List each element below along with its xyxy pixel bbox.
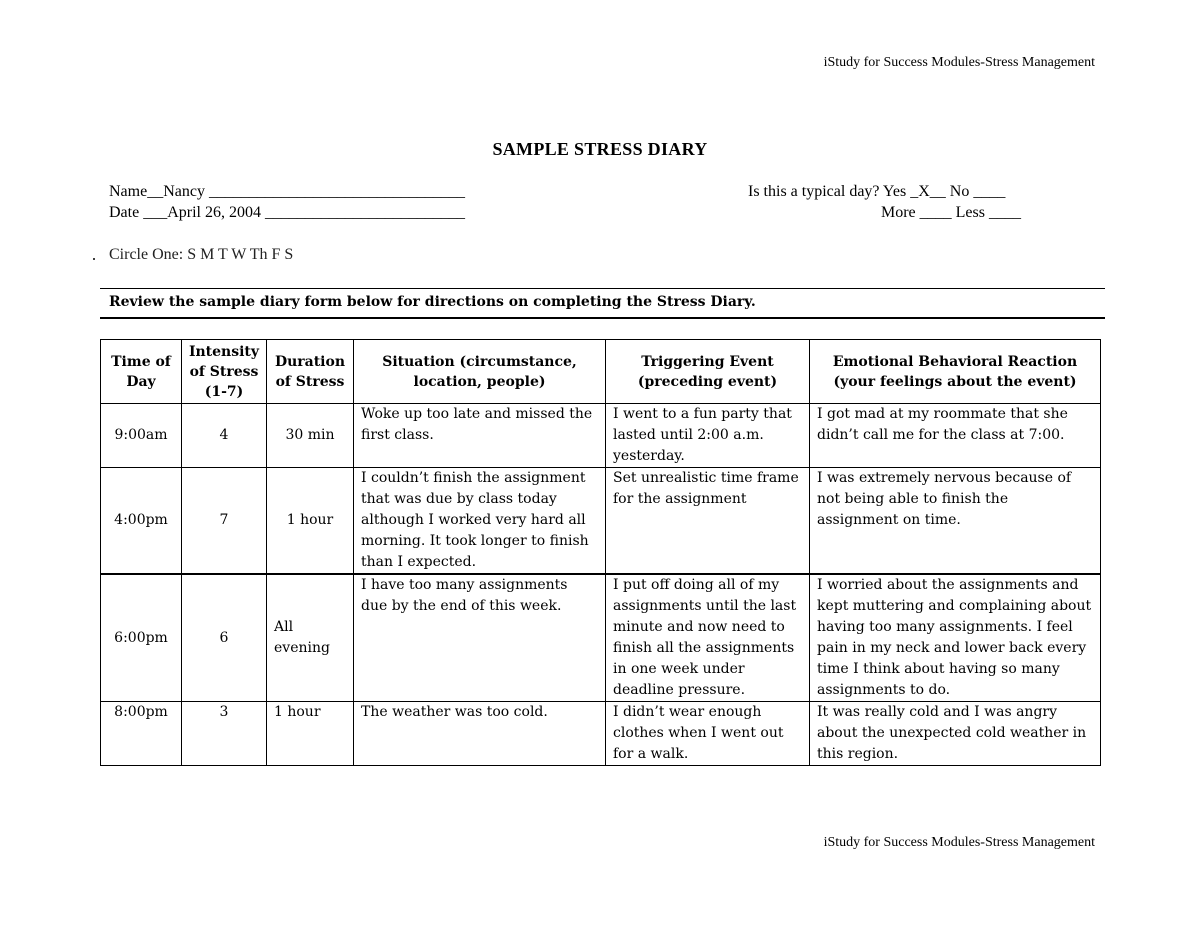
cell-duration: All evening bbox=[267, 574, 354, 702]
header-intensity: Intensity of Stress (1-7) bbox=[182, 340, 267, 404]
cell-situation: I have too many assignments due by the end of this week. bbox=[354, 574, 606, 702]
cell-situation: Woke up too late and missed the first class. bbox=[354, 404, 606, 468]
divider-top bbox=[100, 288, 1105, 289]
cell-reaction: It was really cold and I was angry about the unexpected cold weather in this region. bbox=[810, 702, 1101, 766]
stray-dot bbox=[93, 258, 95, 260]
date-field: Date ___April 26, 2004 _________________________ bbox=[109, 204, 465, 221]
cell-duration: 30 min bbox=[267, 404, 354, 468]
stress-diary-table bbox=[100, 339, 1101, 766]
cell-trigger: I didn’t wear enough clothes when I went out for a walk. bbox=[606, 702, 810, 766]
cell-trigger: I put off doing all of my assignments until the last minute and now need to finish all the assignments in one week under deadline pressure. bbox=[606, 574, 810, 702]
header-trigger: Triggering Event (preceding event) bbox=[606, 340, 810, 404]
cell-time: 8:00pm bbox=[101, 702, 182, 766]
header-situation: Situation (circumstance, location, people) bbox=[354, 340, 606, 404]
cell-time: 6:00pm bbox=[101, 574, 182, 702]
table-row bbox=[101, 702, 1101, 766]
more-less-field: More ____ Less ____ bbox=[881, 204, 1021, 221]
page-title: SAMPLE STRESS DIARY bbox=[492, 139, 708, 159]
page-footer-note: iStudy for Success Modules-Stress Management bbox=[823, 835, 1095, 850]
table-row bbox=[101, 574, 1101, 702]
cell-trigger: I went to a fun party that lasted until 2:00 a.m. yesterday. bbox=[606, 404, 810, 468]
table-header-row bbox=[101, 340, 1101, 404]
cell-situation: The weather was too cold. bbox=[354, 702, 606, 766]
cell-reaction: I worried about the assignments and kept muttering and complaining about having too many assignments. I feel pain in my neck and lower back every time I think about having so many assignments to do. bbox=[810, 574, 1101, 702]
header-time: Time of Day bbox=[101, 340, 182, 404]
cell-intensity: 6 bbox=[182, 574, 267, 702]
instructions-text: Review the sample diary form below for directions on completing the Stress Diary. bbox=[109, 294, 756, 310]
cell-duration: 1 hour bbox=[267, 702, 354, 766]
divider-bottom bbox=[100, 317, 1105, 319]
table-row bbox=[101, 404, 1101, 468]
cell-situation: I couldn’t finish the assignment that was due by class today although I worked very hard all morning. It took longer to finish than I expected. bbox=[354, 468, 606, 575]
cell-intensity: 4 bbox=[182, 404, 267, 468]
cell-trigger: Set unrealistic time frame for the assignment bbox=[606, 468, 810, 575]
cell-intensity: 3 bbox=[182, 702, 267, 766]
cell-reaction: I got mad at my roommate that she didn’t call me for the class at 7:00. bbox=[810, 404, 1101, 468]
typical-day-field: Is this a typical day? Yes _X__ No ____ bbox=[748, 183, 1006, 200]
cell-time: 9:00am bbox=[101, 404, 182, 468]
circle-one-days: Circle One: S M T W Th F S bbox=[109, 246, 294, 263]
cell-time: 4:00pm bbox=[101, 468, 182, 575]
cell-reaction: I was extremely nervous because of not being able to finish the assignment on time. bbox=[810, 468, 1101, 575]
header-reaction: Emotional Behavioral Reaction (your feelings about the event) bbox=[810, 340, 1101, 404]
cell-duration: 1 hour bbox=[267, 468, 354, 575]
page-header-note: iStudy for Success Modules-Stress Management bbox=[823, 55, 1095, 70]
table-row bbox=[101, 468, 1101, 575]
cell-intensity: 7 bbox=[182, 468, 267, 575]
header-duration: Duration of Stress bbox=[267, 340, 354, 404]
name-field: Name__Nancy ________________________________ bbox=[109, 183, 465, 200]
